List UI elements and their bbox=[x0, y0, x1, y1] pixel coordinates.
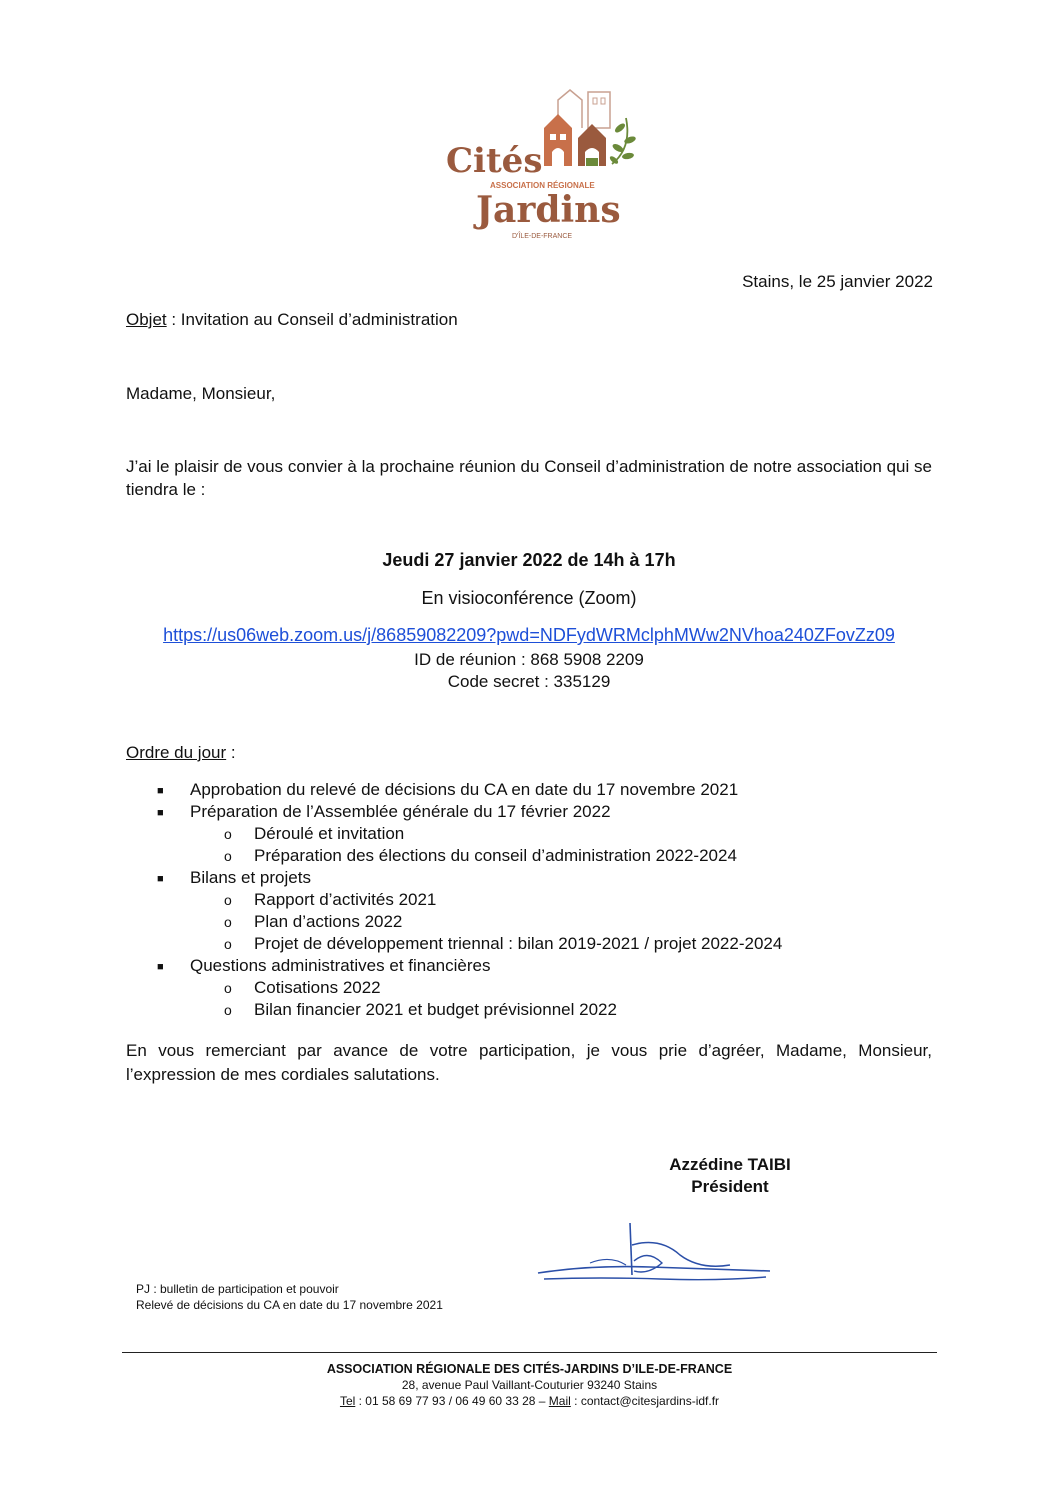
meeting-credentials bbox=[126, 649, 932, 693]
agenda-item-text: Bilans et projets bbox=[190, 868, 311, 887]
footer-tel-label: Tel bbox=[339, 1394, 356, 1408]
footer-contact bbox=[122, 1393, 937, 1409]
agenda-item bbox=[126, 955, 932, 977]
salutation: Madame, Monsieur, bbox=[126, 384, 276, 403]
signatory-name: Azzédine TAIBI bbox=[669, 1155, 791, 1174]
meeting-mode: En visioconférence (Zoom) bbox=[421, 588, 637, 608]
agenda-item-text: Préparation de l’Assemblée générale du 17 février 2022 bbox=[190, 802, 611, 821]
square-bullet-icon: ■ bbox=[157, 961, 164, 973]
agenda-item-text: Approbation du relevé de décisions du CA en date du 17 novembre 2021 bbox=[190, 780, 739, 799]
circle-bullet-icon: o bbox=[224, 980, 232, 996]
agenda-item-text: Rapport d’activités 2021 bbox=[254, 890, 437, 909]
meeting-id: ID de réunion : 868 5908 2209 bbox=[414, 650, 644, 669]
agenda-subitem bbox=[126, 933, 932, 955]
agenda-item-text: Questions administratives et financières bbox=[190, 956, 491, 975]
footer-divider bbox=[122, 1352, 937, 1353]
square-bullet-icon: ■ bbox=[157, 807, 164, 819]
agenda-item-text: Préparation des élections du conseil d’administration 2022-2024 bbox=[254, 846, 737, 865]
attachment-line-1: PJ : bulletin de participation et pouvoir bbox=[136, 1282, 339, 1296]
footer-org-name: ASSOCIATION RÉGIONALE DES CITÉS-JARDINS D’ILE-DE-FRANCE bbox=[326, 1362, 733, 1376]
agenda-item bbox=[126, 801, 932, 823]
agenda-subitem bbox=[126, 823, 932, 845]
intro-paragraph: J’ai le plaisir de vous convier à la prochaine réunion du Conseil d’administration de notre association qui se tiendra le : bbox=[126, 457, 932, 499]
agenda-item-text: Bilan financier 2021 et budget prévisionnel 2022 bbox=[254, 1000, 617, 1019]
agenda-item-text: Plan d’actions 2022 bbox=[254, 912, 403, 931]
agenda-title: Ordre du jour bbox=[126, 743, 227, 762]
object-text: : Invitation au Conseil d’administration bbox=[166, 310, 458, 329]
footer-mail-label: Mail bbox=[548, 1394, 571, 1408]
letter-object bbox=[126, 310, 458, 330]
circle-bullet-icon: o bbox=[224, 826, 232, 842]
agenda-item-text: Déroulé et invitation bbox=[254, 824, 405, 843]
agenda-subitem bbox=[126, 889, 932, 911]
circle-bullet-icon: o bbox=[224, 892, 232, 908]
agenda-subitem bbox=[126, 845, 932, 867]
agenda-item bbox=[126, 779, 932, 801]
logo-region: D'ÎLE-DE-FRANCE bbox=[512, 233, 573, 240]
closing-paragraph: En vous remerciant par avance de votre participation, je vous prie d’agréer, Madame, Monsieur, l’expression de mes cordiales salutations. bbox=[126, 1041, 932, 1084]
square-bullet-icon: ■ bbox=[157, 785, 164, 797]
circle-bullet-icon: o bbox=[224, 848, 232, 864]
circle-bullet-icon: o bbox=[224, 914, 232, 930]
circle-bullet-icon: o bbox=[224, 936, 232, 952]
footer-address: 28, avenue Paul Vaillant-Couturier 93240 Stains bbox=[401, 1378, 658, 1392]
association-logo bbox=[440, 88, 650, 243]
footer-mail[interactable]: : contact@citesjardins-idf.fr bbox=[570, 1394, 720, 1408]
footer-tel: : 01 58 69 77 93 / 06 49 60 33 28 – bbox=[355, 1394, 549, 1408]
logo-word-jardins: Jardins bbox=[476, 189, 621, 231]
signatory-title: Président bbox=[691, 1177, 769, 1196]
agenda-subitem bbox=[126, 911, 932, 933]
letter-date: Stains, le 25 janvier 2022 bbox=[742, 272, 933, 291]
house-garden-logo-icon bbox=[440, 88, 650, 243]
signature-icon bbox=[530, 1215, 790, 1295]
agenda-item-text: Projet de développement triennal : bilan 2019-2021 / projet 2022-2024 bbox=[254, 934, 783, 953]
agenda-item-text: Cotisations 2022 bbox=[254, 978, 381, 997]
agenda-item bbox=[126, 867, 932, 889]
meeting-date: Jeudi 27 janvier 2022 de 14h à 17h bbox=[382, 550, 676, 570]
logo-subtitle: ASSOCIATION RÉGIONALE bbox=[490, 181, 595, 190]
footer bbox=[122, 1361, 937, 1409]
agenda-subitem bbox=[126, 999, 932, 1021]
object-label: Objet bbox=[126, 310, 167, 329]
agenda-list bbox=[126, 779, 932, 1021]
zoom-link[interactable]: https://us06web.zoom.us/j/86859082209?pwd=NDFydWRMclphMWw2NVhoa240ZFovZz09 bbox=[163, 625, 895, 645]
square-bullet-icon: ■ bbox=[157, 873, 164, 885]
agenda-colon: : bbox=[226, 743, 236, 762]
attachment-line-2: Relevé de décisions du CA en date du 17 novembre 2021 bbox=[136, 1298, 443, 1312]
agenda-subitem bbox=[126, 977, 932, 999]
circle-bullet-icon: o bbox=[224, 1002, 232, 1018]
handwritten-signature bbox=[530, 1215, 790, 1295]
agenda-heading bbox=[126, 743, 236, 763]
signatory-block bbox=[620, 1154, 840, 1198]
logo-word-cites: Cités bbox=[446, 141, 543, 181]
meeting-code: Code secret : 335129 bbox=[447, 672, 611, 691]
attachments-note bbox=[136, 1281, 443, 1313]
